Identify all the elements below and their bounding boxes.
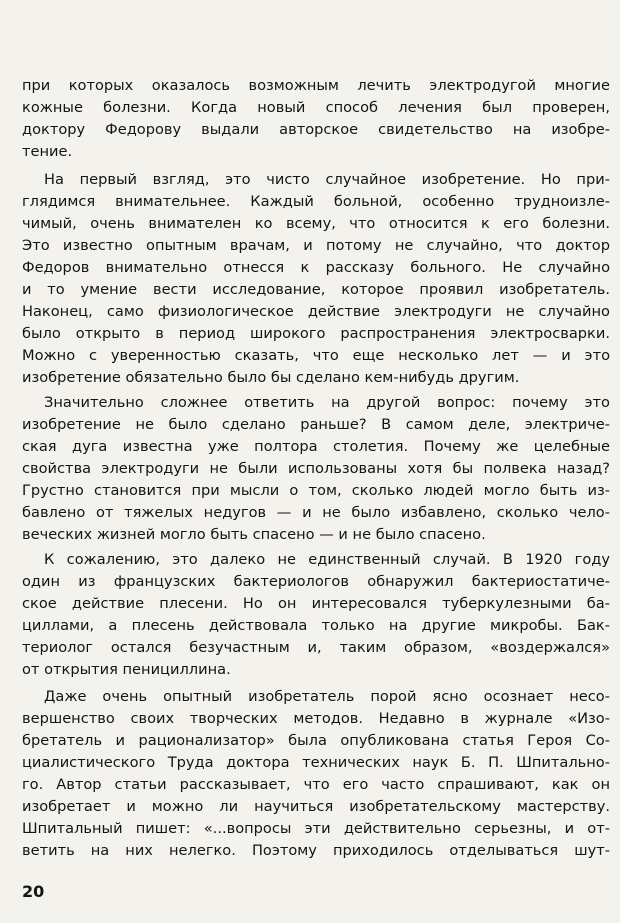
text-line: Даже очень опытный изобретатель порой ясно осознает несо- <box>44 688 610 705</box>
text-line: ское действие плесени. Но он интересовался туберкулезными ба- <box>22 595 610 612</box>
text-line: ветить на них нелегко. Поэтому приходилось отделываться шут- <box>22 842 610 859</box>
text-line: при которых оказалось возможным лечить электродугой многие <box>22 77 610 94</box>
text-line: Значительно сложнее ответить на другой вопрос: почему это <box>44 394 610 411</box>
text-line: Федоров внимательно отнесся к рассказу больного. Не случайно <box>22 259 610 276</box>
text-line: териолог остался безучастным и, таким образом, «воздержался» <box>22 639 610 656</box>
text-line: доктору Федорову выдали авторское свидетельство на изобре- <box>22 121 610 138</box>
text-line: тение. <box>22 143 73 160</box>
text-line: Шпитальный пишет: «...вопросы эти действительно серьезны, и от- <box>22 820 610 837</box>
text-line: Грустно становится при мысли о том, сколько людей могло быть из- <box>22 482 610 499</box>
text-line: Можно с уверенностью сказать, что еще несколько лет — и это <box>22 347 610 364</box>
text-line: го. Автор статьи рассказывает, что его часто спрашивают, как он <box>22 776 610 793</box>
text-line: бретатель и рационализатор» была опубликована статья Героя Со- <box>22 732 610 749</box>
text-line: Наконец, само физиологическое действие электродуги не случайно <box>22 303 610 320</box>
text-line: было открыто в период широкого распространения электросварки. <box>22 325 610 342</box>
text-line: ская дуга известна уже полтора столетия. Почему же целебные <box>22 438 610 455</box>
text-line: кожные болезни. Когда новый способ лечения был проверен, <box>22 99 610 116</box>
text-line: один из французских бактериологов обнаружил бактериостатиче- <box>22 573 610 590</box>
text-line: и то умение вести исследование, которое проявил изобретатель. <box>22 281 610 298</box>
text-line: свойства электродуги не были использованы хотя бы полвека назад? <box>22 460 610 477</box>
text-line: вершенство своих творческих методов. Недавно в журнале «Изо- <box>22 710 610 727</box>
text-line: чимый, очень внимателен ко всему, что относится к его болезни. <box>22 215 610 232</box>
page-number: 20 <box>22 882 45 901</box>
text-line: циллами, а плесень действовала только на другие микробы. Бак- <box>22 617 610 634</box>
text-line: бавлено от тяжелых недугов — и не было избавлено, сколько чело- <box>22 504 610 521</box>
text-line: К сожалению, это далеко не единственный случай. В 1920 году <box>44 551 610 568</box>
text-line: изобретает и можно ли научиться изобретательскому мастерству. <box>22 798 610 815</box>
text-line: На первый взгляд, это чисто случайное изобретение. Но при- <box>44 171 610 188</box>
text-line: от открытия пенициллина. <box>22 661 231 678</box>
text-line: циалистического Труда доктора технических наук Б. П. Шпитально- <box>22 754 610 771</box>
text-line: изобретение не было сделано раньше? В самом деле, электриче- <box>22 416 610 433</box>
text-line: Это известно опытным врачам, и потому не случайно, что доктор <box>22 237 610 254</box>
text-line: глядимся внимательнее. Каждый больной, особенно трудноизле- <box>22 193 610 210</box>
text-line: веческих жизней могло быть спасено — и не было спасено. <box>22 526 486 543</box>
text-line: изобретение обязательно было бы сделано кем-нибудь другим. <box>22 369 520 386</box>
